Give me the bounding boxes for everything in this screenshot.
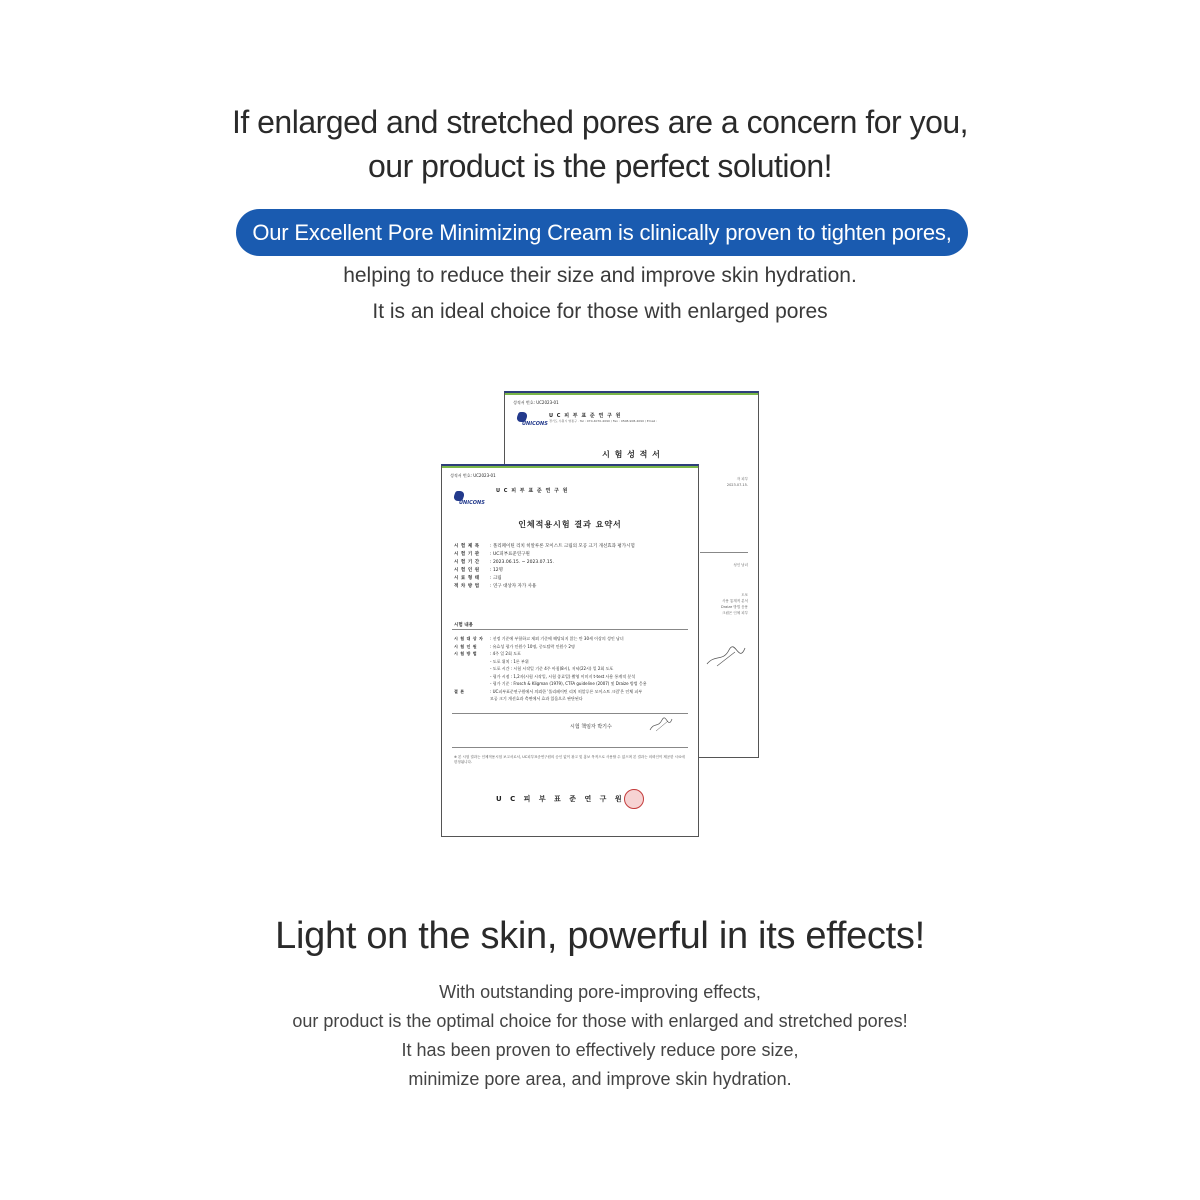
signature-icon <box>705 644 747 668</box>
seal-stamp-icon <box>624 789 644 809</box>
back-side-text-1: 자 피부 2023.07.15. <box>726 477 748 487</box>
lab-seal-row <box>442 789 698 809</box>
signer: 시험 책임자 박기수 <box>570 724 612 730</box>
body-line-4: minimize pore area, and improve skin hydration. <box>408 1069 792 1089</box>
field-row: 시 료 형 태 : 크림 <box>454 576 502 581</box>
detail-row: 결 론 : UC피부표준연구원에서 의뢰한 '폴리페이틴 리치 히알루론 모이스트 크림'은 인체 피부 <box>454 688 643 694</box>
body-line-3: It has been proven to effectively reduce pore size, <box>401 1040 799 1060</box>
detail-row: - 도포 시간 : 시험 시작일 기준 4주 아침(8시), 저녁(22시) 일 2회 도포 <box>490 666 614 671</box>
test-details <box>454 635 694 703</box>
divider <box>452 629 688 630</box>
divider <box>452 713 688 714</box>
field-row: 시 험 제 목 : 폴리페이틴 리치 히알루론 모이스트 크림의 모공 크기 개선효과 평가시험 <box>454 544 635 549</box>
field-row: 시 험 인 원 : 12명 <box>454 568 504 573</box>
divider <box>700 552 748 553</box>
divider <box>452 747 688 748</box>
summary-fields <box>454 543 635 591</box>
signature-icon <box>648 716 674 732</box>
detail-row: - 평가 시점 : 1,2자(시험 시작일, 시험 종료일) 촬영 이미지 t-test 사용 통계적 분석 <box>490 673 636 679</box>
field-row: 시 험 기 관 : UC피부표준연구원 <box>454 552 530 557</box>
doc-number: 성적서 번호: UC2023-01 <box>513 400 559 405</box>
doc-number: 성적서 번호: UC2023-01 <box>450 473 496 478</box>
seal-lab-name: U C 피 부 표 준 연 구 원 <box>495 795 625 803</box>
unicons-logo-icon: UNICONS <box>517 412 543 426</box>
body-line-2: our product is the optimal choice for those with enlarged and stretched pores! <box>292 1011 908 1031</box>
lab-header <box>517 412 709 426</box>
body-line-1: With outstanding pore-improving effects, <box>439 982 761 1002</box>
back-side-text-2: 성인 남녀 <box>733 563 748 567</box>
unicons-logo-icon: UNICONS <box>454 491 480 505</box>
field-row: 시 험 기 간 : 2023.06.15. ~ 2023.07.15. <box>454 560 554 565</box>
subtext <box>0 258 1200 330</box>
detail-row: - 평가 기준 : Frosch & Kligman (1979), CTFA guideline (2007) 및 Draize 방법 응용 <box>490 681 647 686</box>
headline <box>0 100 1200 188</box>
footnote: ※ 본 시험 결과는 인체적용시험 보고서로서, UC피부표준연구원의 승인 없이 광고 및 홍보 목적으로 사용할 수 없으며 본 결과는 의뢰인이 제공한 시료에 한정됩니다. <box>454 755 685 764</box>
headline-line-1: If enlarged and stretched pores are a concern for you, <box>231 104 969 140</box>
headline-2: Light on the skin, powerful in its effects! <box>275 915 925 957</box>
detail-row: 시 험 대 상 자 : 선정 기준에 부합하고 제외 기준에 해당되지 않는 만 30세 이상의 성인 남녀 <box>454 636 624 641</box>
headline-line-2: our product is the perfect solution! <box>367 148 833 184</box>
detail-row: 모공 크기 개선효과 측면에서 효과 있음으로 판단된다 <box>490 696 583 701</box>
doc-title: 인체적용시험 결과 요약서 <box>518 520 622 529</box>
highlight-banner: Our Excellent Pore Minimizing Cream is clinically proven to tighten pores, <box>236 209 968 256</box>
detail-row: 시 험 방 법 : 4주 일 2회 도포 <box>454 651 521 656</box>
section-heading: 시험 내용 <box>454 623 473 628</box>
doc-title: 시 험 성 적 서 <box>602 450 661 459</box>
lab-header <box>454 487 568 505</box>
subtext-line-2: It is an ideal choice for those with enlarged pores <box>372 300 828 323</box>
subtext-line-1: helping to reduce their size and improve skin hydration. <box>343 264 857 287</box>
back-side-text-3: 도포 사용 통계적 분석 Draize 방법 응용 크림은 인체 피부 <box>721 593 748 615</box>
lab-contact: 경기도 수원시 영통구 · Tel : 070-4070-4090 / Fax : 0508-908-4090 / Email : <box>549 419 658 423</box>
lab-name: U C 피 부 표 준 연 구 원 <box>496 488 569 494</box>
detail-row: 시 험 인 원 : 유효성 평가 인원수 10명, 중도탈락 인원수 2명 <box>454 643 575 649</box>
lab-name: U C 피 부 표 준 연 구 원 <box>549 413 622 419</box>
body-text <box>0 978 1200 1094</box>
test-report-front-document <box>441 464 699 837</box>
field-row: 적 차 방 법 : 연구 대상자 자가 사용 <box>454 584 537 589</box>
detail-row: - 도포 위치 : 1론 부위 <box>490 658 529 664</box>
